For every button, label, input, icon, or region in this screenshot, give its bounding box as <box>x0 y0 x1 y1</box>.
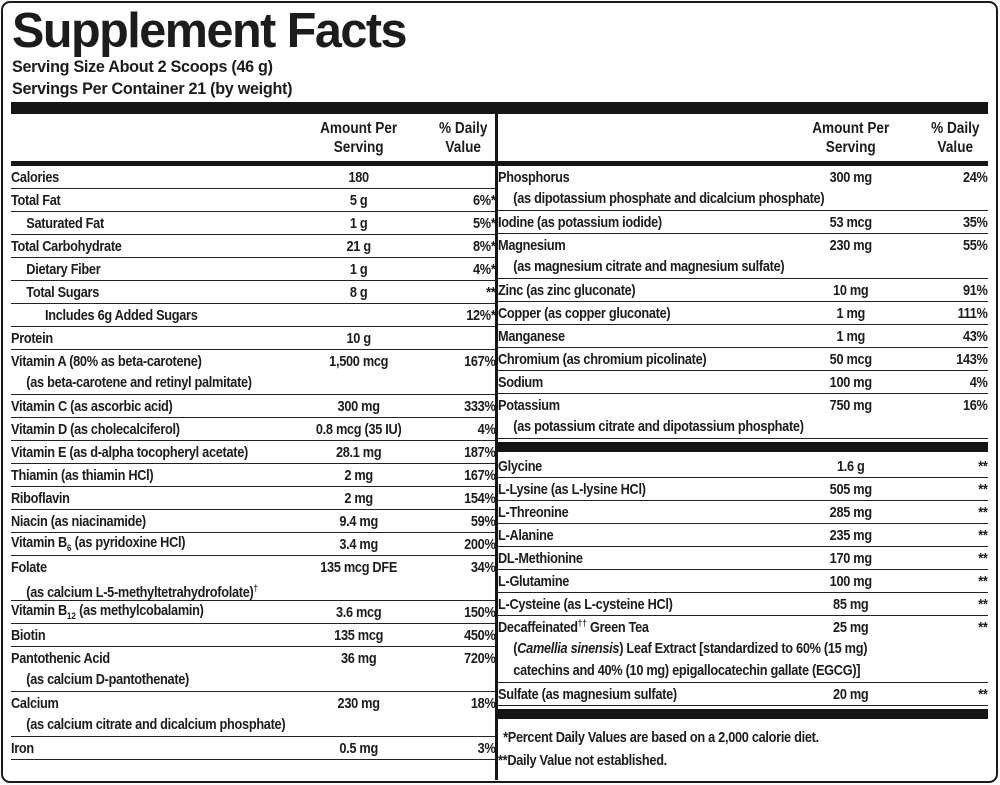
nutrient-name: Riboflavin <box>11 489 70 507</box>
source-line: (as potassium citrate and dipotassium phosphate) <box>513 418 804 435</box>
nutrient-dv: 167% <box>464 466 496 484</box>
section-divider-bar <box>498 709 988 719</box>
nutrient-dv: ** <box>978 503 988 521</box>
nutrient-dv: 4% <box>969 373 988 391</box>
nutrient-row <box>498 455 988 478</box>
nutrient-name: Total Carbohydrate <box>11 237 122 255</box>
section-divider-bar <box>498 442 988 452</box>
nutrient-row <box>11 487 495 510</box>
nutrient-name: Calories <box>11 168 59 186</box>
nutrient-row <box>498 524 988 547</box>
nutrient-row <box>11 212 495 235</box>
nutrient-dv: 720% <box>464 649 496 667</box>
nutrient-amount: 750 mg <box>829 396 872 414</box>
percent-daily-value-header: % Daily Value <box>931 120 980 156</box>
nutrient-dv: 187% <box>464 443 496 461</box>
nutrient-dv: 4% <box>477 420 496 438</box>
nutrient-name: L-Glutamine <box>498 572 570 590</box>
nutrient-amount: 135 mcg <box>334 626 384 644</box>
nutrient-amount: 300 mg <box>829 168 872 186</box>
source-line: (as calcium citrate and dicalcium phosphate) <box>26 716 286 733</box>
nutrient-amount: 2 mg <box>344 466 373 484</box>
source-line: (Camellia sinensis) Leaf Extract [standardized to 60% (15 mg) <box>513 640 868 657</box>
nutrient-amount: 505 mg <box>829 480 872 498</box>
nutrient-name: Magnesium <box>498 236 566 254</box>
amount-per-serving-header: Amount Per Serving <box>812 120 890 156</box>
source-line: (as dipotassium phosphate and dicalcium phosphate) <box>513 190 825 207</box>
nutrient-name: Protein <box>11 329 53 347</box>
nutrient-dv: ** <box>486 283 496 301</box>
nutrient-dv: 143% <box>956 350 988 368</box>
nutrient-dv: 6%* <box>473 191 496 209</box>
nutrient-row <box>498 547 988 570</box>
nutrient-amount: 28.1 mg <box>335 443 382 461</box>
nutrient-name: L-Lysine (as L-lysine HCl) <box>498 480 646 498</box>
amount-per-serving-header: Amount Per Serving <box>320 120 398 156</box>
nutrient-name: Zinc (as zinc gluconate) <box>498 281 636 299</box>
serving-size-text: Serving Size About 2 Scoops (46 g) <box>12 57 273 76</box>
nutrient-dv: 154% <box>464 489 496 507</box>
nutrient-amount: 1 g <box>349 260 368 278</box>
nutrient-name: Calcium <box>11 694 59 712</box>
facts-column-left <box>11 114 495 780</box>
column-header-row <box>11 114 495 166</box>
nutrient-dv: ** <box>978 526 988 544</box>
nutrient-row <box>498 593 988 616</box>
nutrient-amount: 300 mg <box>337 397 380 415</box>
nutrient-dv: 333% <box>464 397 496 415</box>
nutrient-amount: 1 mg <box>836 327 866 345</box>
nutrient-name: Chromium (as chromium picolinate) <box>498 350 707 368</box>
nutrient-dv: 59% <box>470 512 496 530</box>
nutrient-dv: 167% <box>464 352 496 370</box>
nutrient-amount: 170 mg <box>829 549 872 567</box>
nutrient-dv: 24% <box>962 168 988 186</box>
nutrient-name: Includes 6g Added Sugars <box>45 306 198 324</box>
nutrient-row <box>11 258 495 281</box>
nutrient-amount: 20 mg <box>833 685 869 703</box>
nutrient-name: Niacin (as niacinamide) <box>11 512 146 530</box>
facts-columns <box>11 114 988 780</box>
nutrient-row <box>11 647 495 692</box>
nutrient-row <box>11 350 495 395</box>
nutrient-amount: 10 mg <box>833 281 869 299</box>
source-line: (as magnesium citrate and magnesium sulfate) <box>513 258 785 275</box>
nutrient-dv: ** <box>978 480 988 498</box>
label-header <box>3 3 996 100</box>
nutrient-row <box>11 533 495 556</box>
nutrient-amount: 230 mg <box>337 694 380 712</box>
nutrient-amount: 2 mg <box>344 489 373 507</box>
nutrient-dv: 35% <box>962 213 988 231</box>
nutrient-row <box>11 510 495 533</box>
page-title: Supplement Facts <box>12 4 407 58</box>
nutrient-row <box>11 235 495 258</box>
nutrient-name: DL-Methionine <box>498 549 583 567</box>
nutrient-amount: 100 mg <box>829 572 872 590</box>
nutrient-name: Pantothenic Acid <box>11 649 110 667</box>
nutrient-name: Manganese <box>498 327 565 345</box>
nutrient-amount: 1,500 mcg <box>329 352 389 370</box>
servings-per-container-text: Servings Per Container 21 (by weight) <box>12 79 293 98</box>
nutrient-dv: 43% <box>962 327 988 345</box>
nutrient-dv: ** <box>978 685 988 703</box>
nutrient-row <box>498 394 988 439</box>
nutrient-row <box>498 234 988 279</box>
nutrient-amount: 100 mg <box>829 373 872 391</box>
nutrient-name: Iron <box>11 739 34 757</box>
facts-column-right <box>498 114 988 780</box>
nutrient-row <box>11 601 495 624</box>
nutrient-name: Potassium <box>498 396 560 414</box>
nutrient-amount: 3.6 mcg <box>335 603 382 621</box>
nutrient-amount: 1 g <box>349 214 368 232</box>
nutrient-name: Total Fat <box>11 191 61 209</box>
nutrient-name: Glycine <box>498 457 543 475</box>
nutrient-row <box>498 683 988 706</box>
nutrient-amount: 1.6 g <box>836 457 865 475</box>
nutrient-dv: 8%* <box>473 237 496 255</box>
nutrient-name: Saturated Fat <box>26 214 104 232</box>
nutrient-row <box>11 464 495 487</box>
nutrient-row <box>498 302 988 325</box>
footnote-line: **Daily Value not established. <box>498 752 667 769</box>
nutrient-amount: 85 mg <box>833 595 869 613</box>
nutrient-row <box>11 166 495 189</box>
nutrient-name: Vitamin E (as d-alpha tocopheryl acetate) <box>11 443 248 461</box>
nutrient-dv: ** <box>978 549 988 567</box>
nutrient-dv: ** <box>978 595 988 613</box>
nutrient-row <box>498 325 988 348</box>
nutrient-amount: 0.5 mg <box>339 739 378 757</box>
nutrient-name: L-Cysteine (as L-cysteine HCl) <box>498 595 673 613</box>
nutrient-name: Dietary Fiber <box>26 260 101 278</box>
nutrient-dv: 200% <box>464 535 496 553</box>
nutrient-name: Phosphorus <box>498 168 570 186</box>
nutrient-amount: 21 g <box>346 237 371 255</box>
nutrient-name: Sulfate (as magnesium sulfate) <box>498 685 677 703</box>
source-line: (as beta-carotene and retinyl palmitate) <box>26 374 252 391</box>
nutrient-row <box>11 304 495 327</box>
nutrient-name: Iodine (as potassium iodide) <box>498 213 662 231</box>
nutrient-dv: 18% <box>470 694 496 712</box>
nutrient-dv: 450% <box>464 626 496 644</box>
footnote-line: *Percent Daily Values are based on a 2,000 calorie diet. <box>503 729 819 746</box>
nutrient-name: Sodium <box>498 373 543 391</box>
nutrient-amount: 135 mcg DFE <box>320 558 398 576</box>
nutrient-row <box>498 501 988 524</box>
nutrient-name: Vitamin D (as cholecalciferol) <box>11 420 180 438</box>
source-line: (as calcium D-pantothenate) <box>26 671 190 688</box>
nutrient-dv: ** <box>978 572 988 590</box>
nutrient-name: Vitamin $B_{12}$ (as methylcobalamin) <box>11 602 204 622</box>
nutrient-dv: 34% <box>470 558 496 576</box>
nutrient-row <box>498 279 988 302</box>
nutrient-dv: ** <box>978 618 988 636</box>
nutrient-amount: 8 g <box>349 283 368 301</box>
nutrient-row <box>11 692 495 737</box>
nutrient-dv: ** <box>978 457 988 475</box>
nutrient-row <box>11 418 495 441</box>
nutrient-row <box>11 624 495 647</box>
footnotes <box>498 722 988 772</box>
nutrient-dv: 5%* <box>473 214 496 232</box>
nutrient-dv: 4%* <box>473 260 496 278</box>
nutrient-row <box>498 348 988 371</box>
nutrient-name: L-Threonine <box>498 503 569 521</box>
nutrient-amount: 53 mcg <box>829 213 872 231</box>
nutrient-row <box>11 737 495 760</box>
nutrient-name: Total Sugars <box>26 283 100 301</box>
nutrient-dv: 55% <box>962 236 988 254</box>
nutrient-row <box>498 166 988 211</box>
nutrient-dv: 150% <box>464 603 496 621</box>
nutrient-dv: 12%* <box>466 306 496 324</box>
nutrient-amount: 9.4 mg <box>339 512 378 530</box>
nutrient-amount: 3.4 mg <box>339 535 378 553</box>
nutrient-amount: 180 <box>348 168 369 186</box>
nutrient-dv: 16% <box>962 396 988 414</box>
nutrient-row <box>498 371 988 394</box>
nutrient-row <box>11 441 495 464</box>
nutrient-name: Vitamin A (80% as beta-carotene) <box>11 352 202 370</box>
nutrient-amount: 10 g <box>346 329 371 347</box>
nutrient-name: Vitamin C (as ascorbic acid) <box>11 397 173 415</box>
nutrient-amount: 0.8 mcg (35 IU) <box>315 420 402 438</box>
nutrient-row <box>498 616 988 683</box>
percent-daily-value-header: % Daily Value <box>439 120 488 156</box>
nutrient-amount: 1 mg <box>836 304 866 322</box>
column-header-row <box>498 114 988 166</box>
top-section-bar <box>11 102 988 114</box>
supplement-facts-label <box>1 1 998 783</box>
nutrient-dv: 91% <box>962 281 988 299</box>
nutrient-name: Folate <box>11 558 47 576</box>
nutrient-row <box>498 211 988 234</box>
nutrient-name: L-Alanine <box>498 526 554 544</box>
nutrient-row <box>11 395 495 418</box>
nutrient-name: Copper (as copper gluconate) <box>498 304 671 322</box>
nutrient-amount: 235 mg <box>829 526 872 544</box>
source-line: (as calcium L-5-methyltetrahydrofolate)† <box>26 583 258 600</box>
nutrient-name: Vitamin $B_6$ (as pyridoxine HCl) <box>11 534 186 554</box>
nutrient-amount: 36 mg <box>340 649 377 667</box>
nutrient-amount: 285 mg <box>829 503 872 521</box>
source-line: catechins and 40% (10 mg) epigallocatechin gallate (EGCG)] <box>513 662 861 679</box>
nutrient-name: Thiamin (as thiamin HCl) <box>11 466 154 484</box>
nutrient-row <box>498 570 988 593</box>
nutrient-amount: 5 g <box>349 191 368 209</box>
nutrient-dv: 111% <box>957 304 988 322</box>
nutrient-row <box>498 478 988 501</box>
nutrient-row <box>11 281 495 304</box>
nutrient-name: Decaffeinated†† Green Tea <box>498 618 649 636</box>
nutrient-dv: 3% <box>477 739 496 757</box>
nutrient-amount: 50 mcg <box>829 350 872 368</box>
nutrient-row <box>11 556 495 601</box>
nutrient-amount: 25 mg <box>833 618 869 636</box>
nutrient-row <box>11 189 495 212</box>
nutrient-amount: 230 mg <box>829 236 872 254</box>
nutrient-name: Biotin <box>11 626 46 644</box>
nutrient-row <box>11 327 495 350</box>
